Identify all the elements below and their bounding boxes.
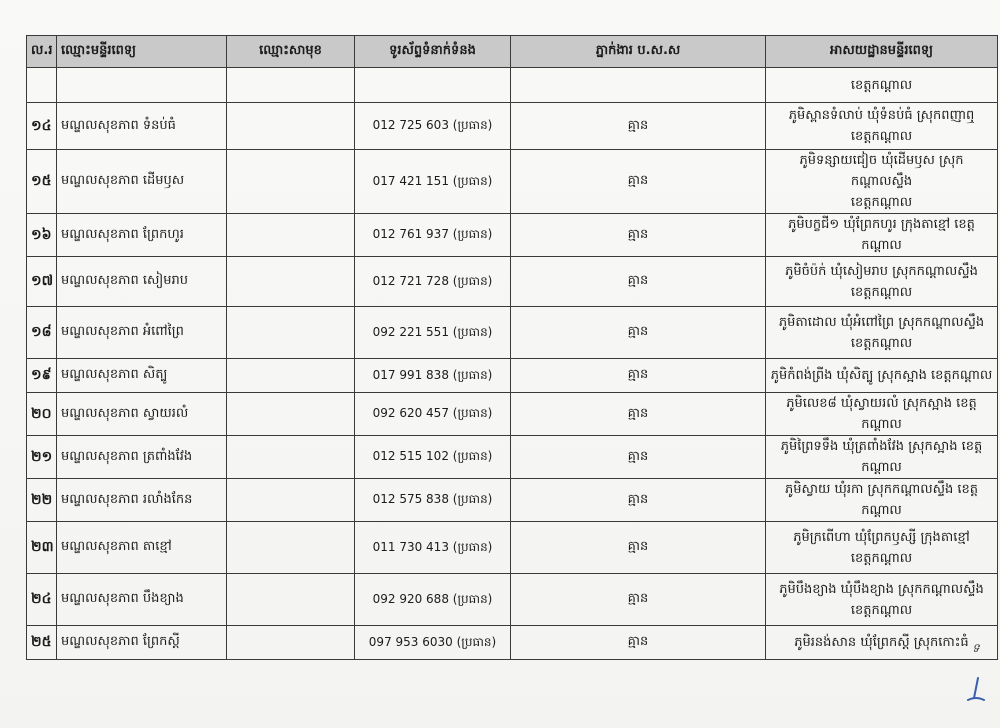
table-row — [27, 479, 998, 522]
table-row — [27, 436, 998, 479]
table-row — [27, 214, 998, 257]
hospital-name: មណ្ឌលសុខភាព រលាំងកែន — [57, 479, 227, 522]
address-line: ភូមិទន្សាយជៀច ឃុំដើមឫស ស្រុកកណ្ដាលស្ទឹង — [799, 153, 964, 189]
vendor-name — [227, 257, 355, 307]
vendor-name — [227, 359, 355, 393]
hospital-name: មណ្ឌលសុខភាព ព្រែកហូរ — [57, 214, 227, 257]
table-row — [27, 359, 998, 393]
contact-phone: 092 620 457 (ប្រធាន) — [355, 393, 511, 436]
contact-phone: 012 725 603 (ប្រធាន) — [355, 103, 511, 150]
nssf-agent: គ្មាន — [511, 522, 766, 574]
address-line: ខេត្តកណ្ដាល — [850, 77, 913, 93]
hospital-address — [766, 359, 998, 393]
margin-handwritten-mark — [966, 676, 986, 708]
row-number: ១៨ — [27, 307, 57, 359]
address-line: ភូមិលេខ៨ ឃុំស្វាយរលំ ស្រុកស្អាង ខេត្តកណ្ដាល — [786, 396, 977, 432]
address-line: ខេត្តកណ្ដាល — [850, 129, 913, 144]
address-line: ភូមិរនង់សាន ឃុំព្រែកស្ដី ស្រុកកោះធំ — [794, 635, 969, 650]
vendor-name — [227, 393, 355, 436]
row-number: ១៧ — [27, 257, 57, 307]
contact-phone: 011 730 413 (ប្រធាន) — [355, 522, 511, 574]
health-center-table — [26, 35, 998, 660]
contact-phone: 097 953 6030 (ប្រធាន) — [355, 626, 511, 660]
hospital-address — [766, 393, 998, 436]
row-number: ២១ — [27, 436, 57, 479]
address-line: ភូមិបឹងខ្យាង ឃុំបឹងខ្យាង ស្រុកកណ្ដាលស្ទឹង — [779, 581, 984, 597]
nssf-agent: គ្មាន — [511, 436, 766, 479]
vendor-name — [227, 574, 355, 626]
header-no: ល.រ — [27, 36, 57, 68]
row-number: ១៤ — [27, 103, 57, 150]
contact-phone — [355, 68, 511, 103]
vendor-name — [227, 307, 355, 359]
nssf-agent — [511, 68, 766, 103]
vendor-name — [227, 436, 355, 479]
margin-note: ទ — [972, 641, 980, 655]
table-row — [27, 393, 998, 436]
hospital-name — [57, 68, 227, 103]
vendor-name — [227, 150, 355, 214]
vendor-name — [227, 522, 355, 574]
hospital-name: មណ្ឌលសុខភាព បឹងខ្យាង — [57, 574, 227, 626]
hospital-name: មណ្ឌលសុខភាព សិត្បូ — [57, 359, 227, 393]
vendor-name — [227, 626, 355, 660]
row-number: ២៤ — [27, 574, 57, 626]
nssf-agent: គ្មាន — [511, 150, 766, 214]
contact-phone: 012 761 937 (ប្រធាន) — [355, 214, 511, 257]
table-row — [27, 68, 998, 103]
hospital-name: មណ្ឌលសុខភាព ព្រែកស្ដី — [57, 626, 227, 660]
row-number: ១៥ — [27, 150, 57, 214]
contact-phone: 092 920 688 (ប្រធាន) — [355, 574, 511, 626]
nssf-agent: គ្មាន — [511, 103, 766, 150]
row-number: ២៣ — [27, 522, 57, 574]
table-row — [27, 574, 998, 626]
nssf-agent: គ្មាន — [511, 393, 766, 436]
address-line: ខេត្តកណ្ដាល — [850, 335, 913, 351]
hospital-address — [766, 103, 998, 150]
nssf-agent: គ្មាន — [511, 626, 766, 660]
hospital-name: មណ្ឌលសុខភាព ត្រពាំងវែង — [57, 436, 227, 479]
table-row — [27, 150, 998, 214]
address-line: ភូមិបក្ខជី១ ឃុំព្រែកហូរ ក្រុងតាខ្មៅ ខេត្តកណ្ដាល — [788, 217, 975, 253]
nssf-agent: គ្មាន — [511, 359, 766, 393]
address-line: ខេត្តកណ្ដាល — [850, 550, 913, 566]
header-representative: ភ្នាក់ងារ ប.ស.ស — [511, 36, 766, 68]
hospital-name: មណ្ឌលសុខភាព ទំនប់ធំ — [57, 103, 227, 150]
address-line: ភូមិចំប៉ក់ ឃុំសៀមរាប ស្រុកកណ្ដាលស្ទឹង — [785, 263, 978, 279]
address-line: ភូមិស្ពានទំលាប់ ឃុំទំនប់ធំ ស្រុកពញាឮ — [788, 108, 975, 123]
nssf-agent: គ្មាន — [511, 479, 766, 522]
address-line: ភូមិព្រៃទទឹង ឃុំត្រពាំងវែង ស្រុកស្អាង ខេត្តកណ្ដាល — [780, 439, 983, 475]
header-vendor: ឈ្មោះសាមុខ — [227, 36, 355, 68]
hospital-name: មណ្ឌលសុខភាព អំពៅព្រៃ — [57, 307, 227, 359]
hospital-address — [766, 574, 998, 626]
address-line: ខេត្តកណ្ដាល — [850, 602, 913, 618]
contact-phone: 012 515 102 (ប្រធាន) — [355, 436, 511, 479]
row-number: ២២ — [27, 479, 57, 522]
hospital-address — [766, 214, 998, 257]
hospital-address — [766, 626, 998, 660]
hospital-address — [766, 436, 998, 479]
table-row — [27, 626, 998, 660]
vendor-name — [227, 479, 355, 522]
table-row — [27, 522, 998, 574]
hospital-address — [766, 522, 998, 574]
address-line: ភូមិតាដោល ឃុំអំពៅព្រៃ ស្រុកកណ្ដាលស្ទឹង — [778, 314, 985, 330]
hospital-address — [766, 150, 998, 214]
hospital-address — [766, 257, 998, 307]
header-name: ឈ្មោះមន្ទីរពេទ្យ — [57, 36, 227, 68]
hospital-name: មណ្ឌលសុខភាព តាខ្មៅ — [57, 522, 227, 574]
row-number: ១៦ — [27, 214, 57, 257]
contact-phone: 012 575 838 (ប្រធាន) — [355, 479, 511, 522]
row-number: ២០ — [27, 393, 57, 436]
vendor-name — [227, 214, 355, 257]
table-header-row — [27, 36, 998, 68]
table-row — [27, 103, 998, 150]
address-line: ភូមិកំពង់ព្រីង ឃុំសិត្បូ ស្រុកស្អាង ខេត្តកណ្ដាល — [770, 368, 993, 383]
nssf-agent: គ្មាន — [511, 214, 766, 257]
row-number — [27, 68, 57, 103]
address-line: ខេត្តកណ្ដាល — [850, 195, 913, 210]
row-number: ១៩ — [27, 359, 57, 393]
address-line: ខេត្តកណ្ដាល — [850, 284, 913, 300]
contact-phone: 017 421 151 (ប្រធាន) — [355, 150, 511, 214]
contact-phone: 092 221 551 (ប្រធាន) — [355, 307, 511, 359]
hospital-name: មណ្ឌលសុខភាព ស្វាយរលំ — [57, 393, 227, 436]
header-address: អាសយដ្ឋានមន្ទីរពេទ្យ — [766, 36, 998, 68]
address-line: ភូមិស្វាយ ឃុំរកា ស្រុកកណ្ដាលស្ទឹង ខេត្តកណ្ដាល — [784, 482, 979, 518]
nssf-agent: គ្មាន — [511, 574, 766, 626]
hospital-name: មណ្ឌលសុខភាព ដើមឫស — [57, 150, 227, 214]
table-row — [27, 307, 998, 359]
vendor-name — [227, 68, 355, 103]
address-line: ភូមិក្រពើហា ឃុំព្រែកឫស្សី ក្រុងតាខ្មៅ — [793, 529, 970, 545]
contact-phone: 017 991 838 (ប្រធាន) — [355, 359, 511, 393]
header-phone: ទូរស័ព្ទទំនាក់ទំនង — [355, 36, 511, 68]
row-number: ២៥ — [27, 626, 57, 660]
hospital-address — [766, 68, 998, 103]
vendor-name — [227, 103, 355, 150]
nssf-agent: គ្មាន — [511, 257, 766, 307]
hospital-address — [766, 479, 998, 522]
table-row — [27, 257, 998, 307]
hospital-address — [766, 307, 998, 359]
nssf-agent: គ្មាន — [511, 307, 766, 359]
hospital-name: មណ្ឌលសុខភាព សៀមរាប — [57, 257, 227, 307]
contact-phone: 012 721 728 (ប្រធាន) — [355, 257, 511, 307]
